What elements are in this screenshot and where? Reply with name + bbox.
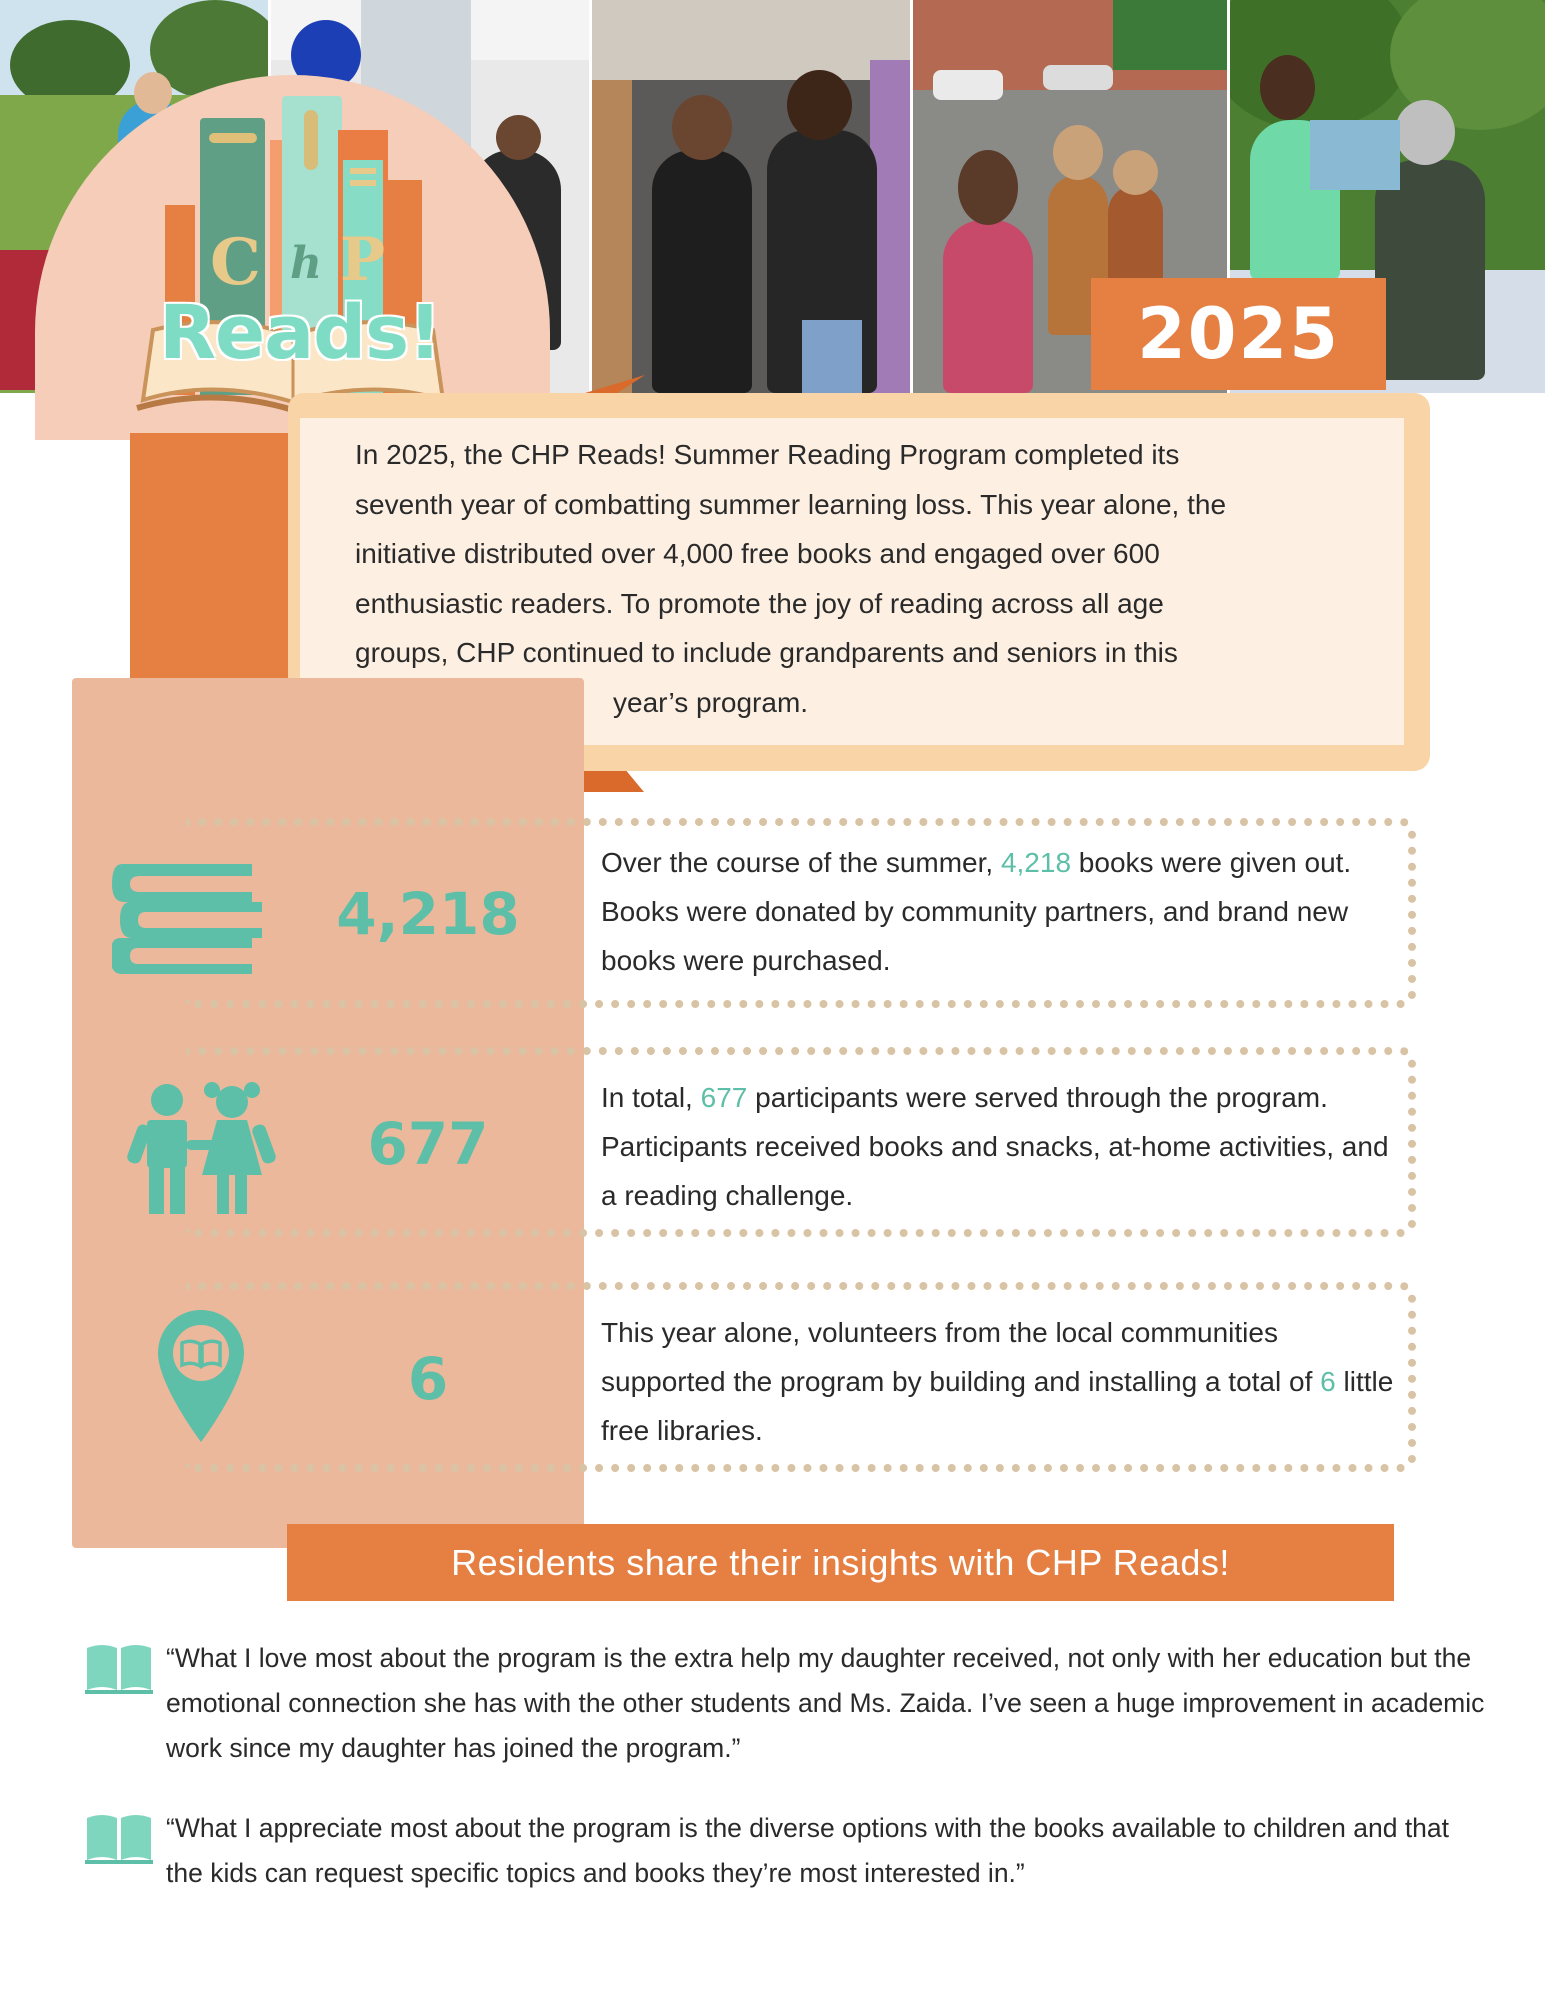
books-stack-icon xyxy=(112,858,264,978)
stat-highlight: 6 xyxy=(1320,1366,1336,1397)
logo-letter-c: C xyxy=(210,225,261,300)
stat-text: In total, xyxy=(601,1082,701,1113)
intro-line: groups, CHP continued to include grandparents and seniors in this xyxy=(355,637,1178,668)
book-icon xyxy=(85,1642,153,1694)
book-icon xyxy=(85,1812,153,1864)
stat-value-libraries: 6 xyxy=(407,1345,449,1413)
stat-text: This year alone, volunteers from the local communities supported the program by building and installing a total of xyxy=(601,1317,1321,1397)
library-location-pin-icon xyxy=(158,1310,244,1442)
stat-highlight: 4,218 xyxy=(1000,847,1072,878)
logo-wordmark: Reads! xyxy=(159,290,441,376)
photo-book-bus xyxy=(592,0,910,393)
stat-value-books: 4,218 xyxy=(336,880,520,948)
orange-accent-bar xyxy=(130,433,288,678)
intro-line: In 2025, the CHP Reads! Summer Reading Program completed its xyxy=(355,439,1180,470)
stat-text: books were given out. Books were donated by community partners, and brand new books were purchased. xyxy=(601,847,1352,976)
testimonials-banner: Residents share their insights with CHP Reads! xyxy=(287,1524,1394,1601)
testimonial-quote: “What I love most about the program is the extra help my daughter received, not only with her education but the emotional connection she has with the other students and Ms. Zaida. I’ve seen a huge improvement in academic work since my daughter has joined the program.” xyxy=(166,1643,1485,1763)
stat-value-participants: 677 xyxy=(367,1110,489,1178)
stat-text: Over the course of the summer, xyxy=(601,847,1001,878)
stat-text: participants were served through the program. Participants received books and snacks, at-home activities, and a reading challenge. xyxy=(601,1082,1389,1211)
stat-description-participants xyxy=(601,1073,1401,1220)
logo-letter-h: h xyxy=(290,238,322,289)
logo-letter-p: P xyxy=(340,225,386,295)
stat-description-books xyxy=(601,838,1401,985)
stat-description-libraries xyxy=(601,1308,1401,1455)
testimonial-quote: “What I appreciate most about the program is the diverse options with the books available to children and that the kids can request specific topics and books they’re most interested in.” xyxy=(166,1813,1450,1888)
intro-line: initiative distributed over 4,000 free books and engaged over 600 xyxy=(355,538,1160,569)
children-icon xyxy=(122,1080,282,1215)
intro-line: year’s program. xyxy=(613,686,809,718)
intro-line: enthusiastic readers. To promote the joy of reading across all age xyxy=(355,587,1164,619)
intro-line: seventh year of combatting summer learning loss. This year alone, the xyxy=(355,488,1227,520)
stat-text: little free libraries. xyxy=(601,1366,1394,1446)
year-badge: 2025 xyxy=(1091,278,1386,390)
stat-highlight: 677 xyxy=(700,1082,748,1113)
